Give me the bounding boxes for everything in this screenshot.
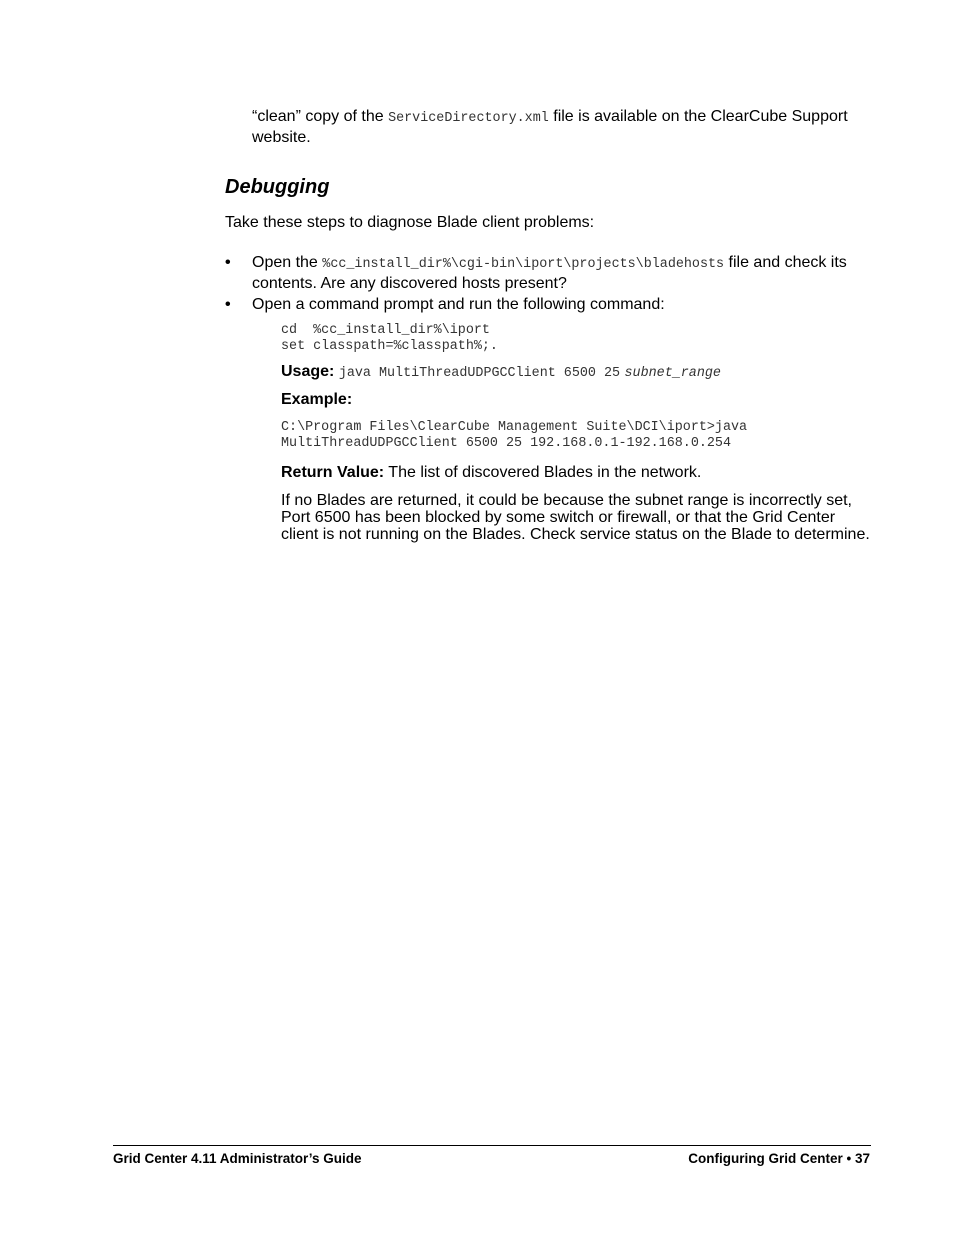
bullet-text-after: file and check its contents. Are any discovered hosts present? xyxy=(252,254,847,292)
intro-text-before: “clean” copy of the xyxy=(252,108,389,125)
bladehosts-path: %cc_install_dir%\cgi-bin\iport\projects\bladehosts xyxy=(322,257,725,272)
list-item xyxy=(225,253,865,293)
footer-guide-title: Grid Center 4.11 Administrator’s Guide xyxy=(113,1151,362,1166)
intro-text-after: file is available on the ClearCube Support website. xyxy=(252,108,848,146)
bullet-text: Open a command prompt and run the following command: xyxy=(252,296,665,313)
return-value-label: Return Value: xyxy=(281,464,385,481)
section-lead: Take these steps to diagnose Blade client problems: xyxy=(225,214,595,231)
return-value-line xyxy=(281,463,871,482)
footer-divider xyxy=(113,1145,871,1146)
bullet-marker: • xyxy=(225,254,231,271)
usage-param: subnet_range xyxy=(624,366,721,381)
bullet-text xyxy=(252,253,865,293)
service-directory-filename: ServiceDirectory.xml xyxy=(388,111,549,126)
bullet-text-before: Open the xyxy=(252,254,323,271)
command-code-block: cd %cc_install_dir%\iport set classpath=%classpath%;. xyxy=(281,323,498,354)
note-paragraph: If no Blades are returned, it could be because the subnet range is incorrectly set, Port 6500 has been blocked by some switch or firewall, or that the Grid Center client is not running on the Blades. Check service status on the Blade to determine. xyxy=(281,492,870,543)
bullet-marker: • xyxy=(225,296,231,313)
usage-label: Usage: xyxy=(281,363,335,380)
usage-line xyxy=(281,362,871,383)
return-value-text: The list of discovered Blades in the network. xyxy=(384,464,702,481)
section-heading: Debugging xyxy=(225,176,330,198)
footer-page-number: Configuring Grid Center • 37 xyxy=(688,1151,870,1166)
example-code-block: C:\Program Files\ClearCube Management Suite\DCI\iport>java MultiThreadUDPGCClient 6500 25 192.168.0.1-192.168.0.254 xyxy=(281,420,748,451)
example-label: Example: xyxy=(281,391,353,408)
intro-paragraph xyxy=(252,107,862,147)
list-item xyxy=(225,295,865,314)
usage-code: java MultiThreadUDPGCClient 6500 25 xyxy=(338,366,621,381)
